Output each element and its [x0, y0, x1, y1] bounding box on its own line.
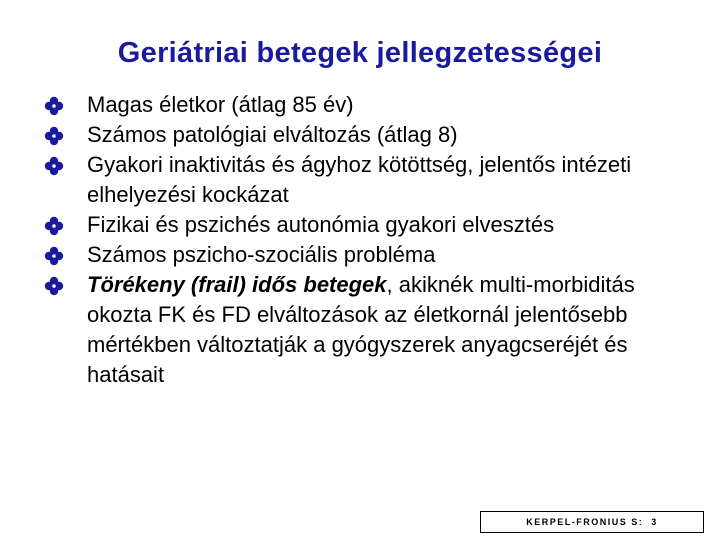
page-number: 3 — [651, 517, 658, 527]
bullet-text: Számos patológiai elváltozás (átlag 8) — [87, 122, 458, 147]
bullet-text: Fizikai és pszichés autonómia gyakori elvesztés — [87, 212, 555, 237]
four-leaf-diamond-icon — [44, 96, 64, 116]
bullet-item — [44, 90, 704, 120]
bullet-list — [44, 90, 704, 390]
bullet-text: Gyakori inaktivitás és ágyhoz kötöttség, jelentős intézeti elhelyezési kockázat — [87, 152, 632, 207]
four-leaf-diamond-icon — [44, 216, 64, 236]
bullet-text: Számos pszicho-szociális probléma — [87, 242, 436, 267]
footer-author: KERPEL-FRONIUS S: — [526, 517, 644, 527]
four-leaf-diamond-icon — [44, 156, 64, 176]
bullet-emphasis: Törékeny (frail) idős betegek — [87, 272, 387, 297]
bullet-item — [44, 270, 704, 390]
footer-box — [480, 511, 704, 533]
four-leaf-diamond-icon — [44, 126, 64, 146]
slide-title: Geriátriai betegek jellegzetességei — [117, 37, 603, 69]
bullet-text: Magas életkor (átlag 85 év) — [87, 92, 354, 117]
four-leaf-diamond-icon — [44, 276, 64, 296]
bullet-item — [44, 240, 704, 270]
bullet-text: , akiknék multi-morbiditás okozta FK és FD elváltozások az életkornál jelentősebb mértékben változtatják a gyógyszerek anyagcseréjét és hatásait — [87, 272, 635, 387]
bullet-item — [44, 210, 704, 240]
bullet-item — [44, 120, 704, 150]
four-leaf-diamond-icon — [44, 246, 64, 266]
bullet-item — [44, 150, 704, 210]
